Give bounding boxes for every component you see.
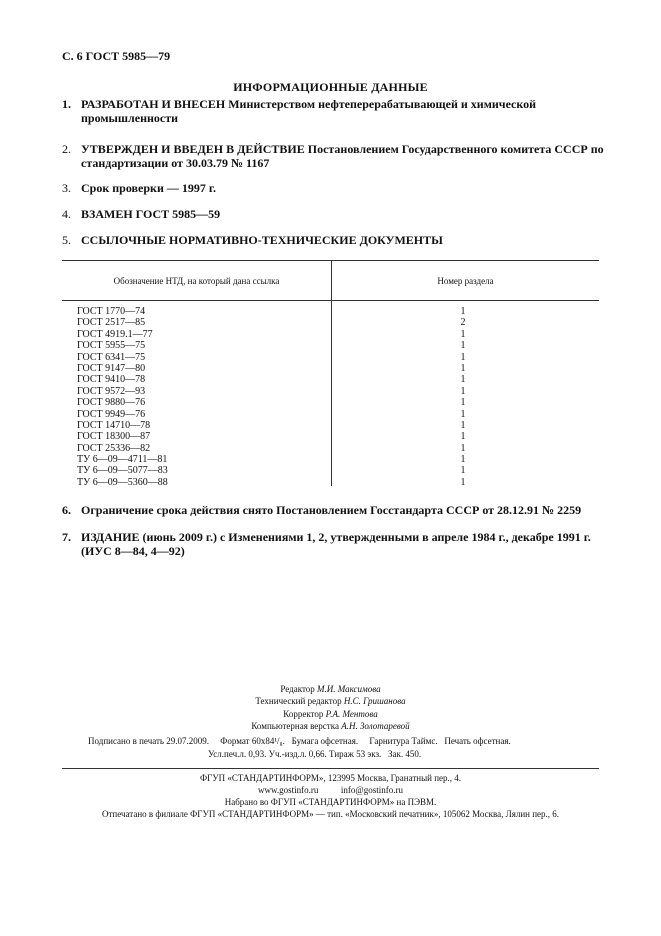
section-cell: 1 (460, 431, 466, 443)
section-cell: 1 (460, 385, 466, 397)
section-cell: 2 (460, 317, 466, 329)
table-row (77, 306, 577, 317)
ntd-cell: ТУ 6—09—4711—81 (77, 454, 168, 466)
ntd-cell: ГОСТ 9410—78 (77, 374, 146, 386)
ntd-cell: ГОСТ 2517—85 (77, 317, 146, 329)
print-info (88, 735, 608, 761)
footer-divider (62, 768, 599, 769)
publisher-address: ФГУП «СТАНДАРТИНФОРМ», 123995 Москва, Гранатный пер., 4. (199, 773, 462, 783)
item-number: 7. (62, 530, 71, 544)
table-row (77, 454, 577, 465)
table-row (77, 352, 577, 363)
section-cell: 1 (460, 362, 466, 374)
section-cell: 1 (460, 419, 466, 431)
table-row (77, 409, 577, 420)
item-number: 2. (62, 142, 71, 156)
publisher-contacts: www.gostinfo.ru info@gostinfo.ru (258, 785, 403, 795)
credit-name: А.Н. Золотаревой (341, 721, 410, 732)
ntd-cell: ГОСТ 9949—76 (77, 408, 146, 420)
item-heading: ССЫЛОЧНЫЕ НОРМАТИВНО-ТЕХНИЧЕСКИЕ ДОКУМЕНТЫ (81, 233, 443, 247)
item-text: Постановлением Государственного комитета СССР по стандартизации от 30.03.79 № 1167 (81, 142, 604, 170)
section-cell: 1 (460, 454, 466, 466)
print-info-line-2: Усл.печ.л. 0,93. Уч.-изд.л. 0,66. Тираж 53 экз. Зак. 450. (208, 749, 422, 759)
section-cell: 1 (460, 351, 466, 363)
credit-role: Технический редактор (255, 696, 342, 707)
ntd-cell: ГОСТ 18300—87 (77, 431, 151, 443)
credit-name: Р.А. Ментова (325, 708, 378, 719)
ntd-cell: ГОСТ 1770—74 (77, 306, 146, 317)
section-cell: 1 (460, 328, 466, 340)
info-item-6 (62, 503, 607, 517)
item-heading: Срок проверки — 1997 г. (81, 181, 216, 195)
section-cell: 1 (460, 476, 466, 488)
item-heading: РАЗРАБОТАН И ВНЕСЕН (81, 97, 226, 111)
credit-line (0, 708, 661, 720)
info-item-2 (62, 142, 607, 170)
section-cell: 1 (460, 408, 466, 420)
editorial-credits (0, 683, 661, 733)
table-row (77, 431, 577, 442)
page-header: С. 6 ГОСТ 5985—79 (62, 49, 171, 63)
section-cell: 1 (460, 306, 466, 317)
ntd-cell: ГОСТ 4919.1—77 (77, 328, 153, 340)
table-row (77, 329, 577, 340)
credit-role: Корректор (283, 708, 324, 719)
item-number: 5. (62, 233, 71, 247)
ntd-cell: ТУ 6—09—5360—88 (77, 476, 168, 488)
item-number: 3. (62, 181, 71, 195)
ntd-cell: ГОСТ 5955—75 (77, 340, 146, 352)
table-row (77, 420, 577, 431)
item-number: 1. (62, 97, 71, 111)
credit-role: Редактор (280, 684, 315, 694)
typeset-note: Набрано во ФГУП «СТАНДАРТИНФОРМ» на ПЭВМ. (224, 797, 437, 807)
item-heading: ВЗАМЕН ГОСТ 5985—59 (81, 207, 221, 221)
item-heading: Ограничение срока действия снято Постановлением Госстандарта СССР от 28.12.91 № 2259 (81, 503, 582, 517)
item-heading: УТВЕРЖДЕН И ВВЕДЕН В ДЕЙСТВИЕ (81, 142, 305, 156)
credit-name: М.И. Максимова (317, 684, 381, 694)
ntd-cell: ТУ 6—09—5077—83 (77, 465, 168, 477)
table-row (77, 443, 577, 454)
table-header-section: Номер раздела (437, 276, 494, 286)
table-row (77, 374, 577, 385)
credit-line (0, 720, 661, 732)
printed-note: Отпечатано в филиале ФГУП «СТАНДАРТИНФОРМ» — тип. «Московский печатник», 105062 Москва, Лялин пер., 6. (101, 809, 560, 819)
page-title: ИНФОРМАЦИОННЫЕ ДАННЫЕ (233, 80, 428, 94)
table-row (77, 477, 577, 488)
section-cell: 1 (460, 340, 466, 352)
info-item-3 (62, 181, 607, 195)
credit-name: Н.С. Гришанова (343, 696, 406, 707)
credit-line (0, 683, 661, 695)
credit-line (0, 695, 661, 707)
publisher-info (0, 772, 661, 820)
credit-role: Компьютерная верстка (251, 721, 339, 732)
ntd-cell: ГОСТ 9880—76 (77, 397, 146, 409)
table-row (77, 397, 577, 408)
ntd-cell: ГОСТ 25336—82 (77, 442, 151, 454)
ntd-cell: ГОСТ 9147—80 (77, 362, 146, 374)
ntd-cell: ГОСТ 9572—93 (77, 385, 146, 397)
table-row (77, 465, 577, 476)
section-cell: 1 (460, 374, 466, 386)
table-row (77, 340, 577, 351)
print-info-line-1: Подписано в печать 29.07.2009. Формат 60x84¹/₈. Бумага офсетная. Гарнитура Таймс. Печать офсетная. (88, 736, 511, 746)
table-header-ntd: Обозначение НТД, на который дана ссылка (113, 276, 280, 286)
section-cell: 1 (460, 465, 466, 477)
item-heading: ИЗДАНИЕ (июнь 2009 г.) с Изменениями 1, 2, утвержденными в апреле 1984 г., декабре 1991 г. (ИУС 8—84, 4—92) (81, 530, 591, 558)
reference-table-body (77, 306, 577, 488)
info-item-5 (62, 233, 607, 247)
item-number: 4. (62, 207, 71, 221)
item-text: Министерством нефтеперерабатывающей и химической промышленности (81, 97, 537, 125)
table-row (77, 386, 577, 397)
table-row (77, 363, 577, 374)
info-item-4 (62, 207, 607, 221)
ntd-cell: ГОСТ 6341—75 (77, 351, 146, 363)
item-number: 6. (62, 503, 71, 517)
ntd-cell: ГОСТ 14710—78 (77, 419, 151, 431)
info-item-7 (62, 530, 607, 558)
section-cell: 1 (460, 397, 466, 409)
table-row (77, 317, 577, 328)
info-item-1 (62, 97, 607, 125)
section-cell: 1 (460, 442, 466, 454)
